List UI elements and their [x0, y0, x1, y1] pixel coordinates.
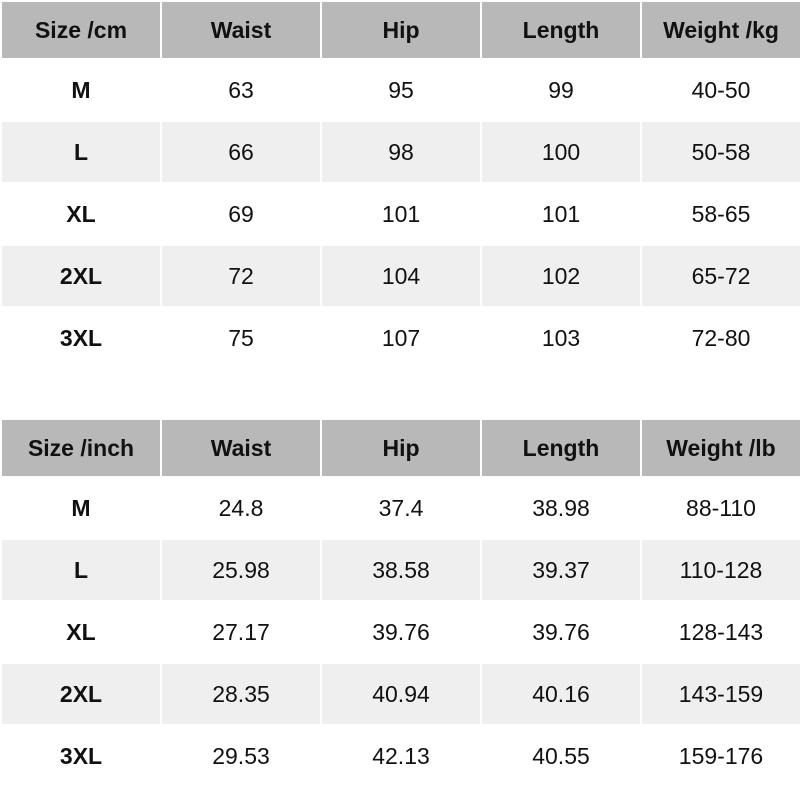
cell-size: XL: [1, 601, 161, 663]
column-header-size-inch: Size /inch: [1, 419, 161, 477]
column-header-weight-lb: Weight /lb: [641, 419, 800, 477]
cell-length: 39.37: [481, 539, 641, 601]
cell-waist: 29.53: [161, 725, 321, 787]
table-separator: [0, 370, 800, 418]
table-row: [1, 539, 800, 601]
column-header-length-inch: Length: [481, 419, 641, 477]
cell-weight: 110-128: [641, 539, 800, 601]
cell-size: 2XL: [1, 245, 161, 307]
cell-size: 3XL: [1, 307, 161, 369]
cell-weight: 50-58: [641, 121, 800, 183]
cell-waist: 27.17: [161, 601, 321, 663]
cell-weight: 88-110: [641, 477, 800, 539]
column-header-hip-inch: Hip: [321, 419, 481, 477]
cell-hip: 101: [321, 183, 481, 245]
cell-hip: 37.4: [321, 477, 481, 539]
table-row: [1, 183, 800, 245]
cell-waist: 25.98: [161, 539, 321, 601]
table-row: [1, 245, 800, 307]
cell-length: 103: [481, 307, 641, 369]
cell-hip: 98: [321, 121, 481, 183]
cell-waist: 24.8: [161, 477, 321, 539]
size-chart-inch-header: [1, 419, 800, 477]
cell-size: L: [1, 539, 161, 601]
cell-weight: 159-176: [641, 725, 800, 787]
cell-length: 40.16: [481, 663, 641, 725]
cell-hip: 95: [321, 59, 481, 121]
cell-weight: 128-143: [641, 601, 800, 663]
column-header-weight-kg: Weight /kg: [641, 1, 800, 59]
cell-hip: 38.58: [321, 539, 481, 601]
cell-waist: 28.35: [161, 663, 321, 725]
cell-hip: 39.76: [321, 601, 481, 663]
cell-length: 102: [481, 245, 641, 307]
cell-hip: 107: [321, 307, 481, 369]
cell-waist: 66: [161, 121, 321, 183]
column-header-waist-cm: Waist: [161, 1, 321, 59]
cell-hip: 104: [321, 245, 481, 307]
size-chart-inch-body: [1, 477, 800, 787]
cell-size: XL: [1, 183, 161, 245]
table-row: [1, 59, 800, 121]
cell-weight: 65-72: [641, 245, 800, 307]
cell-hip: 42.13: [321, 725, 481, 787]
size-chart-cm-block: [0, 0, 800, 370]
cell-weight: 58-65: [641, 183, 800, 245]
cell-weight: 40-50: [641, 59, 800, 121]
size-chart-inch-block: [0, 418, 800, 788]
cell-length: 38.98: [481, 477, 641, 539]
cell-length: 40.55: [481, 725, 641, 787]
size-chart-cm-body: [1, 59, 800, 369]
size-chart-cm-header: [1, 1, 800, 59]
table-header-row: [1, 1, 800, 59]
cell-size: L: [1, 121, 161, 183]
column-header-size-cm: Size /cm: [1, 1, 161, 59]
cell-size: 3XL: [1, 725, 161, 787]
cell-length: 101: [481, 183, 641, 245]
table-row: [1, 121, 800, 183]
cell-waist: 75: [161, 307, 321, 369]
column-header-length-cm: Length: [481, 1, 641, 59]
table-row: [1, 477, 800, 539]
cell-waist: 72: [161, 245, 321, 307]
table-header-row: [1, 419, 800, 477]
column-header-hip-cm: Hip: [321, 1, 481, 59]
size-chart-inch-table: [0, 418, 800, 788]
cell-size: 2XL: [1, 663, 161, 725]
cell-weight: 72-80: [641, 307, 800, 369]
cell-size: M: [1, 477, 161, 539]
cell-length: 39.76: [481, 601, 641, 663]
table-row: [1, 663, 800, 725]
cell-length: 100: [481, 121, 641, 183]
cell-size: M: [1, 59, 161, 121]
cell-weight: 143-159: [641, 663, 800, 725]
cell-waist: 63: [161, 59, 321, 121]
cell-hip: 40.94: [321, 663, 481, 725]
table-row: [1, 601, 800, 663]
cell-length: 99: [481, 59, 641, 121]
table-row: [1, 307, 800, 369]
column-header-waist-inch: Waist: [161, 419, 321, 477]
cell-waist: 69: [161, 183, 321, 245]
table-row: [1, 725, 800, 787]
size-chart-cm-table: [0, 0, 800, 370]
